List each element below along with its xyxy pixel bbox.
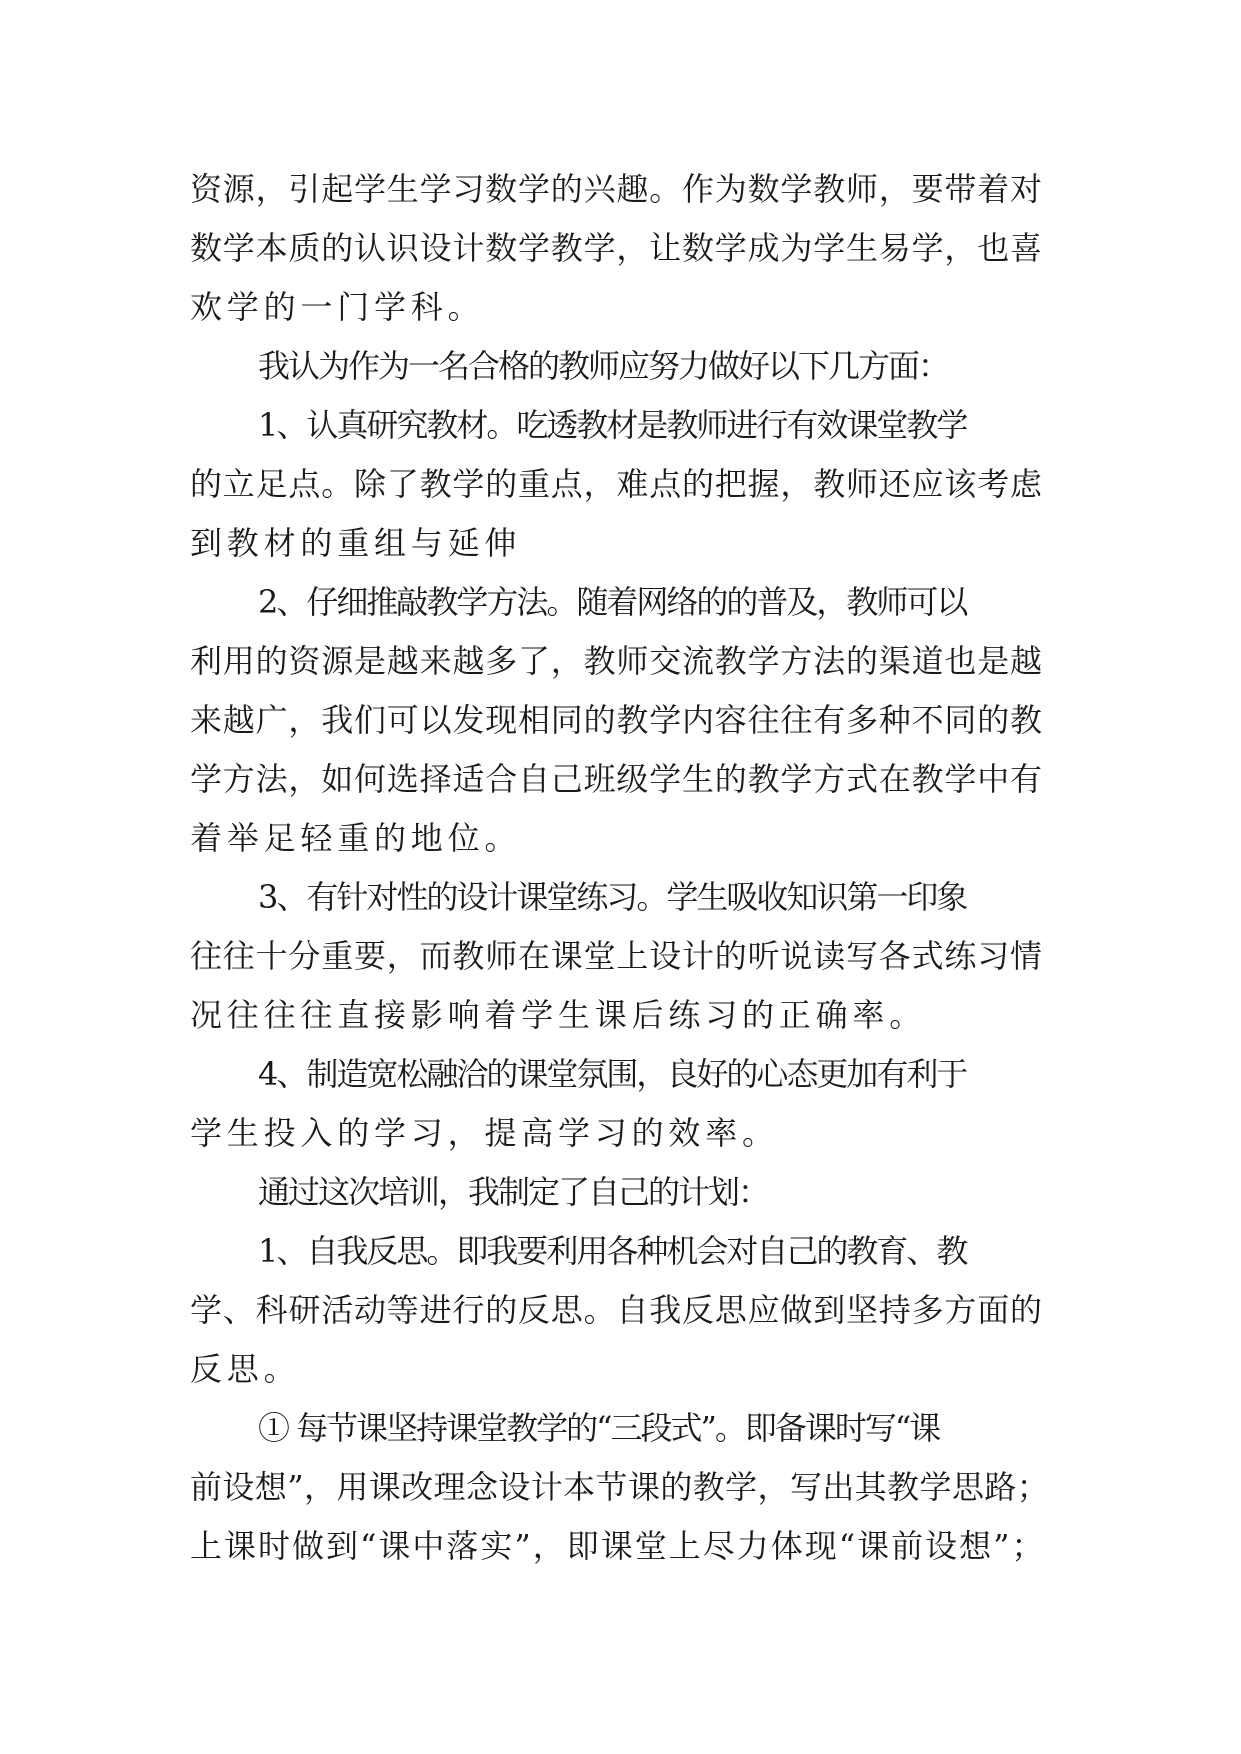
text-line: 学、科研活动等进行的反思。自我反思应做到坚持多方面的 bbox=[190, 1291, 1043, 1329]
text-line: 况往往往直接影响着学生课后练习的正确率。 bbox=[190, 996, 927, 1034]
text-line: 往往十分重要，而教师在课堂上设计的听说读写各式练习情 bbox=[190, 937, 1043, 975]
text-line: 学生投入的学习，提高学习的效率。 bbox=[190, 1114, 779, 1152]
text-line: 通过这次培训，我制定了自己的计划： bbox=[258, 1173, 769, 1211]
text-line: 学方法，如何选择适合自己班级学生的教学方式在教学中有 bbox=[190, 760, 1043, 798]
text-line: 4、制造宽松融洽的课堂氛围，良好的心态更加有利于 bbox=[258, 1055, 967, 1093]
text-line: 资源，引起学生学习数学的兴趣。作为数学教师，要带着对 bbox=[190, 170, 1043, 208]
text-line: 利用的资源是越来越多了，教师交流教学方法的渠道也是越 bbox=[190, 642, 1043, 680]
text-line: 来越广，我们可以发现相同的教学内容往往有多种不同的教 bbox=[190, 701, 1043, 739]
text-line: 我认为作为一名合格的教师应努力做好以下几方面： bbox=[258, 347, 949, 385]
text-line: 3、有针对性的设计课堂练习。学生吸收知识第一印象 bbox=[258, 878, 967, 916]
text-line: 欢学的一门学科。 bbox=[190, 288, 485, 326]
text-line: 1、自我反思。即我要利用各种机会对自己的教育、教 bbox=[258, 1232, 967, 1270]
text-line: ① 每节课坚持课堂教学的“三段式”。即备课时写“课 bbox=[258, 1409, 940, 1447]
text-line: 2、仔细推敲教学方法。随着网络的的普及，教师可以 bbox=[258, 583, 967, 621]
text-line: 前设想”，用课改理念设计本节课的教学，写出其教学思路； bbox=[190, 1468, 1050, 1506]
text-line: 着举足轻重的地位。 bbox=[190, 819, 522, 857]
document-body bbox=[190, 160, 1050, 1576]
text-line: 的立足点。除了教学的重点，难点的把握，教师还应该考虑 bbox=[190, 465, 1043, 503]
text-line: 1、认真研究教材。吃透教材是教师进行有效课堂教学 bbox=[258, 406, 967, 444]
text-line: 数学本质的认识设计数学教学，让数学成为学生易学，也喜 bbox=[190, 229, 1043, 267]
text-line: 上课时做到“课中落实”，即课堂上尽力体现“课前设想”； bbox=[190, 1527, 1046, 1565]
text-line: 反思。 bbox=[190, 1350, 301, 1388]
text-line: 到教材的重组与延伸 bbox=[190, 524, 522, 562]
